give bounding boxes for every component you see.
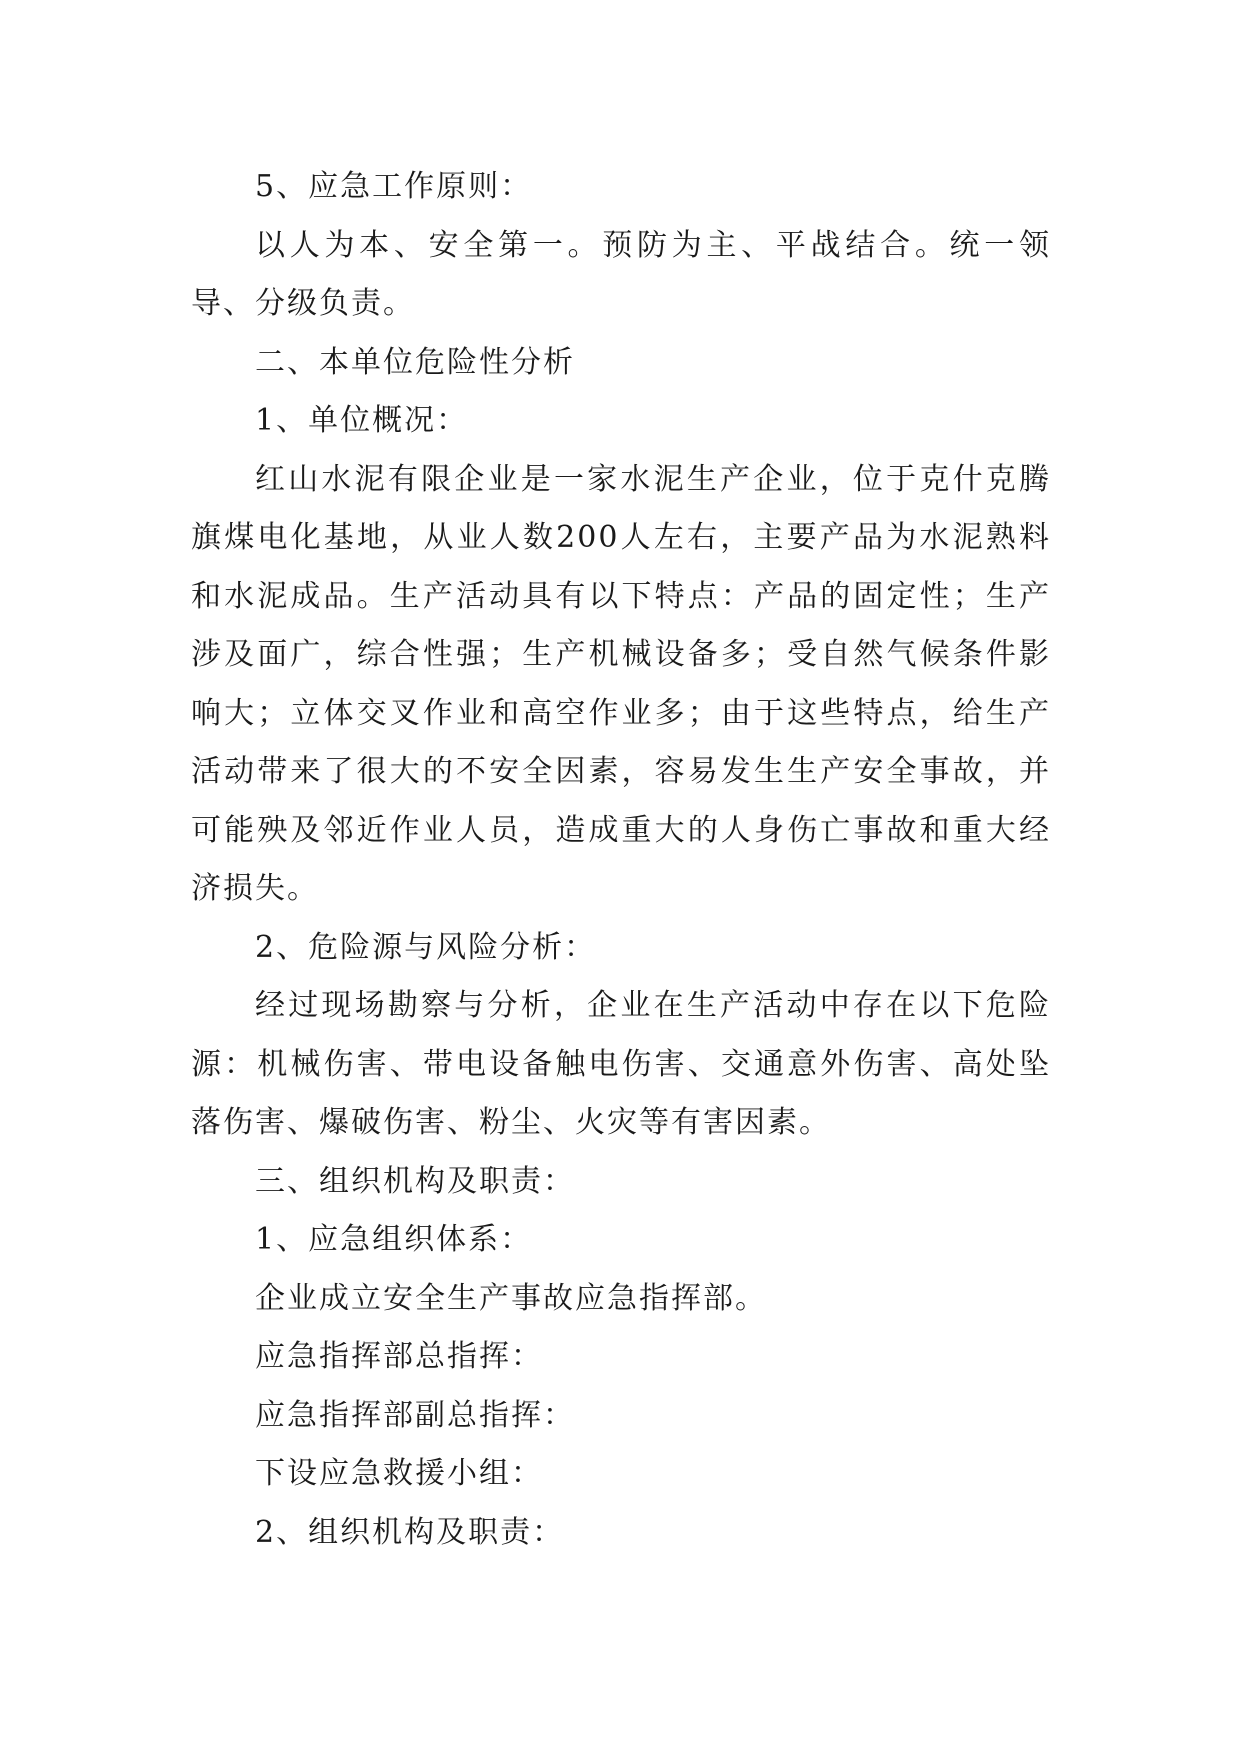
hazard-analysis-text: 经过现场勘察与分析，企业在生产活动中存在以下危险源：机械伤害、带电设备触电伤害、交通意外伤害、高处坠落伤害、爆破伤害、粉尘、火灾等有害因素。 (191, 988, 1051, 1140)
deputy-commander-line: 应急指挥部副总指挥： (255, 1397, 575, 1433)
unit-overview-heading: 1、单位概况： (255, 403, 469, 438)
unit-overview-text: 红山水泥有限企业是一家水泥生产企业，位于克什克腾旗煤电化基地，从业人数200人左右，主要产品为水泥熟料和水泥成品。生产活动具有以下特点：产品的固定性；生产涉及面广，综合性强；生产机械设备多；受自然气候条件影响大；立体交叉作业和高空作业多；由于这些特点，给生产活动带来了很大的不安全因素，容易发生生产安全事故，并可能殃及邻近作业人员，造成重大的人身伤亡事故和重大经济损失。 (191, 461, 1051, 906)
document-body (191, 158, 1051, 1562)
principles-text: 以人为本、安全第一。预防为主、平战结合。统一领导、分级负责。 (191, 227, 1051, 321)
emergency-system-heading: 1、应急组织体系： (255, 1222, 533, 1257)
command-established-text: 企业成立安全生产事故应急指挥部。 (255, 1280, 767, 1316)
section-heading-risk-analysis: 二、本单位危险性分析 (255, 344, 575, 380)
principles-heading: 5、应急工作原则： (255, 169, 533, 204)
rescue-team-line: 下设应急救援小组： (255, 1456, 543, 1491)
hazard-analysis-heading: 2、危险源与风险分析： (255, 929, 597, 965)
section-heading-organization: 三、组织机构及职责： (255, 1163, 575, 1199)
commander-line: 应急指挥部总指挥： (255, 1339, 543, 1374)
organization-duties-heading: 2、组织机构及职责： (255, 1514, 565, 1550)
